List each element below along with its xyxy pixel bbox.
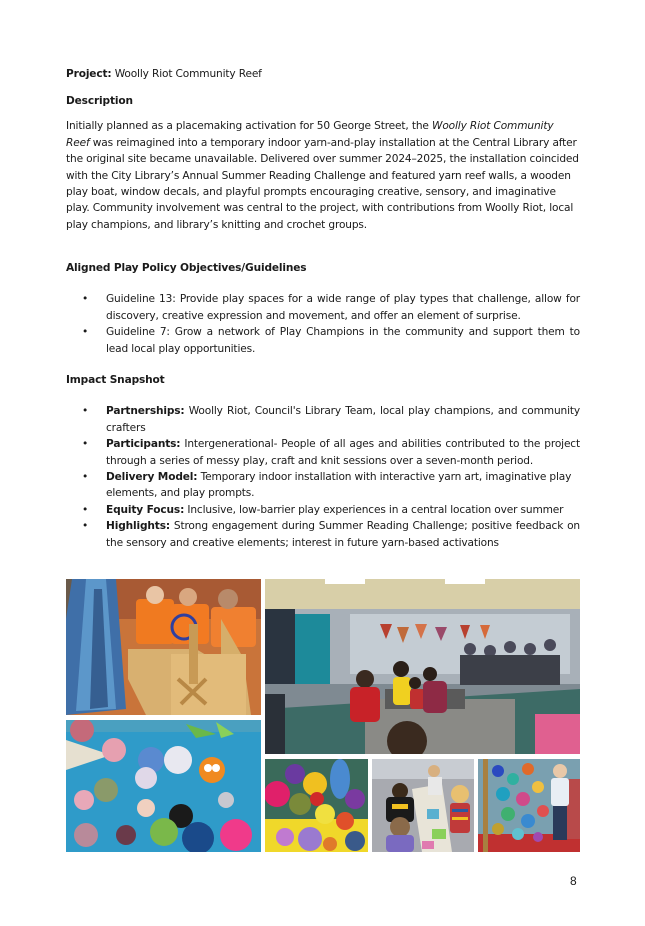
impact-text: Intergenerational- People of all ages and abilities contributed to the project through a series of messy play, craft and knit sessions over a seven-month period. — [106, 438, 580, 467]
photo-yarn-pompom-creatures — [66, 720, 261, 852]
bullet-icon: • — [82, 405, 89, 418]
description-text-2: was reimagined into a temporary indoor yarn-and-play installation at the Central Library after the original site became unavailable. Delivered over summer 2024–2025, the installation coincided with the City Library’s Annual Summer Reading Challenge and featured yarn reef walls, a wooden play boat, window decals, and playful prompts encouraging creative, sensory, and imaginative play. Community involvement was central to the project, with contributions from Woolly Riot, local play champions, and library’s knitting and crochet groups. — [66, 136, 579, 231]
photo-crochet-sea-creatures-image — [265, 759, 368, 852]
impact-label: Partnerships: — [106, 405, 185, 418]
description-heading: Description — [66, 95, 133, 107]
guideline-text: Guideline 7: Grow a network of Play Champions in the community and support them to lead local play opportunities. — [106, 326, 580, 355]
impact-label: Delivery Model: — [106, 471, 198, 484]
impact-label: Highlights: — [106, 520, 170, 533]
description-body — [66, 118, 580, 233]
page-number: 8 — [570, 874, 577, 888]
photo-yarn-pompom-creatures-image — [66, 720, 261, 852]
impact-item-partnerships — [66, 403, 580, 436]
photo-yarn-reef-wall-image — [478, 759, 580, 852]
project-label: Project: — [66, 68, 112, 80]
description-section — [66, 93, 580, 233]
guidelines-list — [66, 291, 580, 357]
impact-label: Participants: — [106, 438, 181, 451]
bullet-icon: • — [82, 471, 89, 484]
photo-children-drawing-image — [372, 759, 474, 852]
impact-item-participants — [66, 436, 580, 469]
bullet-icon: • — [82, 293, 89, 306]
bullet-icon: • — [82, 438, 89, 451]
impact-list — [66, 403, 580, 551]
guideline-item — [66, 324, 580, 357]
photo-crochet-sea-creatures — [265, 759, 368, 852]
bullet-icon: • — [82, 326, 89, 339]
bullet-icon: • — [82, 503, 89, 516]
impact-text: Temporary indoor installation with interactive yarn art, imaginative play elements, and play prompts. — [106, 471, 572, 500]
project-line — [66, 66, 580, 82]
description-italic-name: Woolly Riot Community Reef — [66, 120, 554, 149]
photo-wooden-play-boat — [66, 579, 261, 715]
impact-section — [66, 372, 580, 551]
photo-library-craft-session-image — [265, 579, 580, 754]
impact-item-highlights — [66, 518, 580, 551]
impact-text: Woolly Riot, Council's Library Team, local play champions, and community crafters — [106, 405, 580, 434]
photo-wooden-play-boat-image — [66, 579, 261, 715]
bullet-icon: • — [82, 520, 89, 533]
impact-item-equity-focus — [66, 502, 580, 518]
guideline-text: Guideline 13: Provide play spaces for a wide range of play types that challenge, allow for discovery, creative expression and movement, and offer an element of surprise. — [106, 293, 580, 322]
photo-yarn-reef-wall — [478, 759, 580, 852]
impact-label: Equity Focus: — [106, 503, 185, 516]
guidelines-section — [66, 260, 580, 357]
photo-children-drawing — [372, 759, 474, 852]
impact-text: Strong engagement during Summer Reading Challenge; positive feedback on the sensory and creative elements; interest in future yarn-based activations — [106, 520, 580, 549]
description-text-1: Initially planned as a placemaking activation for 50 George Street, the — [66, 120, 433, 133]
project-name: Woolly Riot Community Reef — [114, 68, 262, 80]
photo-library-craft-session — [265, 579, 580, 754]
guideline-item — [66, 291, 580, 324]
guidelines-heading: Aligned Play Policy Objectives/Guidelines — [66, 262, 307, 274]
impact-heading: Impact Snapshot — [66, 374, 165, 386]
impact-text: Inclusive, low-barrier play experiences in a central location over summer — [184, 503, 564, 516]
impact-item-delivery-model — [66, 469, 580, 502]
